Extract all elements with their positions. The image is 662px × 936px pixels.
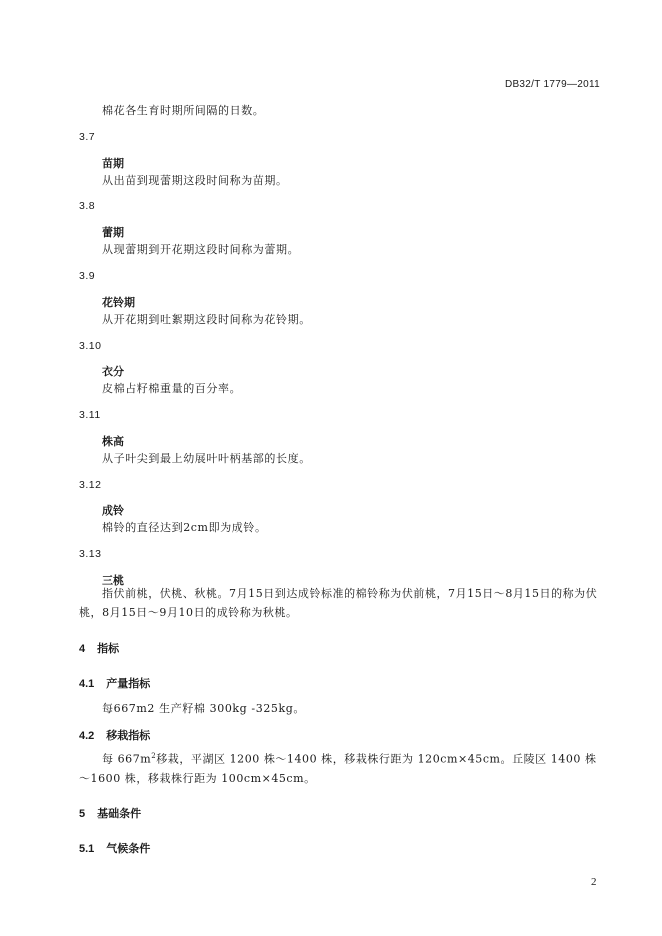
term-definition: 指伏前桃，伏桃、秋桃。7月15日到达成铃标准的棉铃称为伏前桃，7月15日～8月15日的称为伏桃，8月15日～9月10日的成铃称为秋桃。 [79, 587, 598, 619]
subsection-number: 4.2 [79, 730, 95, 742]
transplant-target-text [79, 747, 600, 788]
term-definition: 从子叶尖到最上幼展叶叶柄基部的长度。 [102, 452, 311, 465]
subsection-heading [79, 675, 150, 691]
intro-text: 棉花各生育时期所间隔的日数。 [102, 104, 265, 117]
term-definition: 从出苗到现蕾期这段时间称为苗期。 [102, 174, 288, 187]
term-definition: 从开花期到吐絮期这段时间称为花铃期。 [102, 313, 311, 326]
term-title: 株高 [102, 435, 124, 448]
term-number: 3.13 [79, 548, 102, 560]
term-number: 3.10 [79, 340, 102, 352]
term-title: 花铃期 [102, 296, 135, 309]
term-title: 成铃 [102, 504, 124, 517]
term-title: 苗期 [102, 157, 124, 170]
section-title: 基础条件 [97, 807, 142, 820]
section-number: 5 [79, 808, 86, 820]
term-title: 蕾期 [102, 226, 124, 239]
yield-target-text: 每667m2 生产籽棉 300kg -325kg。 [102, 702, 306, 715]
term-number: 3.9 [79, 270, 96, 282]
subsection-title: 移栽指标 [106, 729, 151, 742]
text-fragment: 移栽，平湖区 1200 株～1400 株，移栽株行距为 120cm×45cm。丘陵区 1400 株～1600 株，移栽株行距为 100cm×45cm。 [79, 752, 597, 785]
section-heading [79, 805, 141, 821]
subsection-title: 产量指标 [106, 677, 151, 690]
subsection-title: 气候条件 [106, 842, 151, 855]
document-code: DB32/T 1779—2011 [504, 79, 600, 90]
term-number: 3.12 [79, 479, 102, 491]
subsection-number: 4.1 [79, 678, 95, 690]
term-definition: 皮棉占籽棉重量的百分率。 [102, 382, 242, 395]
term-definition: 棉铃的直径达到2cm即为成铃。 [102, 521, 267, 534]
term-number: 3.7 [79, 131, 96, 143]
section-title: 指标 [97, 642, 120, 655]
term-title: 衣分 [102, 365, 124, 378]
section-heading [79, 640, 119, 656]
text-fragment: 每 667m [102, 752, 152, 766]
subsection-heading [79, 727, 150, 743]
term-number: 3.8 [79, 200, 96, 212]
page-number: 2 [591, 876, 597, 888]
term-definition: 从现蕾期到开花期这段时间称为蕾期。 [102, 243, 300, 256]
term-number: 3.11 [79, 409, 101, 421]
term-title: 三桃 [102, 574, 124, 587]
subsection-heading [79, 840, 150, 856]
section-number: 4 [79, 643, 86, 655]
superscript: 2 [151, 752, 157, 760]
subsection-number: 5.1 [79, 843, 95, 855]
